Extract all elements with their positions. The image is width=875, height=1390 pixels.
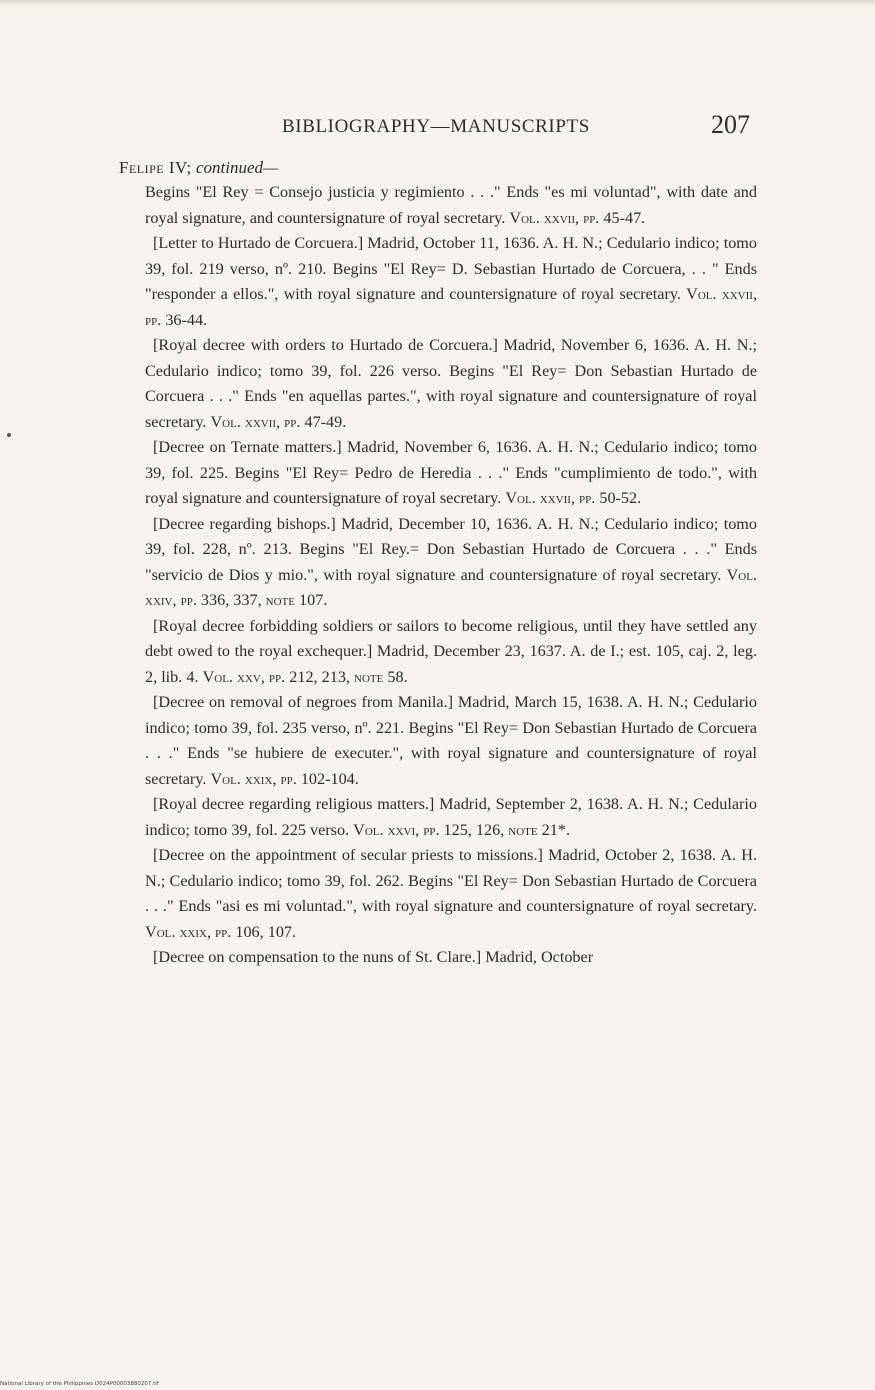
- entry-4: [145, 435, 757, 512]
- section-continued: continued—: [196, 158, 279, 177]
- section-name: Felipe IV;: [119, 158, 192, 177]
- scan-footer: National Library of the Philippines D024P00003880207.tif: [0, 1381, 159, 1387]
- running-head: BIBLIOGRAPHY—MANUSCRIPTS: [282, 116, 590, 137]
- entry-volume: Vol. xxvi, pp. 125, 126, note 21*.: [353, 820, 570, 839]
- entry-2: [145, 231, 757, 333]
- entry-9: [145, 843, 757, 945]
- entry-8: [145, 792, 757, 843]
- entry-volume: Vol. xxvii, pp. 36-44.: [145, 285, 758, 329]
- entry-text: [Decree on Ternate matters.] Madrid, November 6, 1636. A. H. N.; Cedulario indico; tomo 39, fol. 225. Begins "El Rey= Pedro de Heredia . . ." Ends "cumplimiento de todo.", with royal signature and countersignature of royal secretary.: [145, 438, 757, 507]
- entry-volume: Vol. xxvii, pp. 47-49.: [210, 412, 347, 431]
- entry-text: Begins "El Rey = Consejo justicia y regimiento . . ." Ends "es mi voluntad", with date and royal signature, and countersignature of royal secretary.: [145, 183, 757, 227]
- entry-text: [Decree on removal of negroes from Manila.] Madrid, March 15, 1638. A. H. N.; Cedulario indico; tomo 39, fol. 235 verso, nº. 221. Begins "El Rey= Don Sebastian Hurtado de Corcuera . . ." Ends "se hubiere de executer.", with royal signature and countersignature of royal secretary.: [145, 693, 757, 788]
- section-heading: [119, 158, 278, 178]
- entry-volume: Vol. xxix, pp. 106, 107.: [145, 922, 297, 941]
- margin-speck: [7, 433, 11, 437]
- page-header: [0, 110, 875, 140]
- entry-3: [145, 333, 757, 435]
- entry-text: [Royal decree regarding religious matters.] Madrid, September 2, 1638. A. H. N.; Cedulario indico; tomo 39, fol. 225 verso.: [145, 795, 757, 839]
- entry-text: [Decree on compensation to the nuns of St. Clare.] Madrid, October: [153, 948, 594, 966]
- entry-7: [145, 690, 757, 792]
- entry-6: [145, 614, 757, 691]
- entry-volume: Vol. xxvii, pp. 45-47.: [509, 208, 646, 227]
- entry-volume: Vol. xxv, pp. 212, 213, note 58.: [202, 667, 408, 686]
- entry-10: [145, 945, 757, 971]
- entry-volume: Vol. xxiv, pp. 336, 337, note 107.: [145, 565, 758, 609]
- entry-volume: Vol. xxix, pp. 102-104.: [210, 769, 359, 788]
- page-number: 207: [711, 110, 750, 139]
- entry-volume: Vol. xxvii, pp. 50-52.: [505, 489, 642, 507]
- entry-text: [Royal decree with orders to Hurtado de Corcuera.] Madrid, November 6, 1636. A. H. N.; Cedulario indico; tomo 39, fol. 226 verso. Begins "El Rey= Don Sebastian Hurtado de Corcuera . . ." Ends "en aquellas partes.", with royal signature and countersignature of royal secretary.: [145, 336, 757, 431]
- bibliography-body: [145, 180, 757, 971]
- page-edge: [0, 0, 875, 6]
- entry-text: [Decree regarding bishops.] Madrid, December 10, 1636. A. H. N.; Cedulario indico; tomo 39, fol. 228, nº. 213. Begins "El Rey.= Don Sebastian Hurtado de Corcuera . . ." Ends "servicio de Dios y mio.", with royal signature and countersignature of royal secretary.: [145, 514, 757, 584]
- entry-text: [Decree on the appointment of secular priests to missions.] Madrid, October 2, 1638. A. H. N.; Cedulario indico; tomo 39, fol. 262. Begins "El Rey= Don Sebastian Hurtado de Corcuera . . ." Ends "asi es mi voluntad.", with royal signature and countersignature of royal secretary.: [145, 846, 757, 915]
- entry-text: [Royal decree forbidding soldiers or sailors to become religious, until they have settled any debt owed to the royal exchequer.] Madrid, December 23, 1637. A. de I.; est. 105, caj. 2, leg. 2, lib. 4.: [145, 616, 757, 686]
- entry-1: [145, 180, 757, 231]
- entry-text: [Letter to Hurtado de Corcuera.] Madrid, October 11, 1636. A. H. N.; Cedulario indico; tomo 39, fol. 219 verso, nº. 210. Begins "El Rey= D. Sebastian Hurtado de Corcuera, . . " Ends "responder a ellos.", with royal signature and countersignature of royal secretary.: [145, 234, 757, 303]
- entry-5: [145, 512, 757, 614]
